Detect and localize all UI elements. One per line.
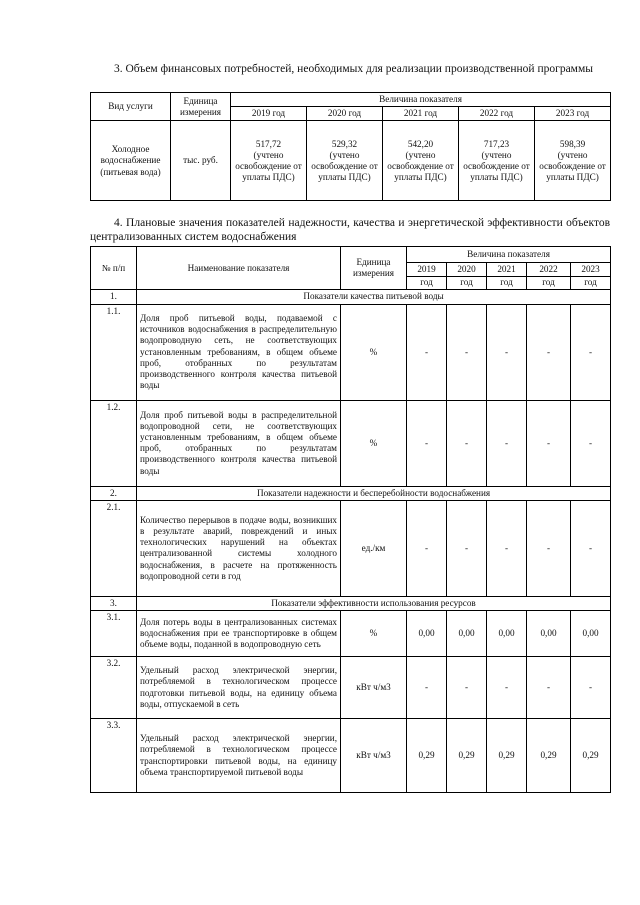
note: (учтено освобождение от уплаты ПДС) (539, 149, 606, 183)
value: 598,39 (559, 138, 586, 149)
indicator-value: - (527, 657, 571, 719)
header-unit: Единица измерения (341, 247, 407, 290)
year: 2021 (497, 264, 516, 274)
indicator-value: - (487, 657, 527, 719)
indicator-value: - (447, 657, 487, 719)
indicator-value: 0,29 (407, 719, 447, 793)
indicator-value: - (407, 500, 447, 596)
note: (учтено освобождение от уплаты ПДС) (463, 149, 530, 183)
indicator-value: 0,29 (527, 719, 571, 793)
value-cell (535, 121, 611, 201)
year: 2022 (539, 264, 558, 274)
section3-title: 3. Объем финансовых потребностей, необходимых для реализации производственной программы (114, 63, 593, 75)
year-header (527, 263, 571, 290)
note: (учтено освобождение от уплаты ПДС) (311, 149, 378, 183)
value: 517,72 (255, 138, 282, 149)
year-header: 2021 год (383, 107, 459, 121)
year-header (487, 263, 527, 290)
indicator-value: - (447, 304, 487, 400)
value-cell (383, 121, 459, 201)
indicator-value: 0,00 (407, 611, 447, 657)
indicator-unit: % (341, 400, 407, 486)
value: 717,23 (483, 138, 510, 149)
note: (учтено освобождение от уплаты ПДС) (387, 149, 454, 183)
indicator-value: - (407, 400, 447, 486)
indicator-unit: кВт ч/м3 (341, 657, 407, 719)
indicator-value: 0,29 (571, 719, 611, 793)
value-cell (307, 121, 383, 201)
header-unit: Единица измерения (171, 93, 231, 121)
value-cell (231, 121, 307, 201)
year-unit: год (447, 276, 486, 288)
header-value: Величина показателя (407, 247, 611, 263)
row-num: 2.1. (91, 500, 137, 596)
value: 542,20 (407, 138, 434, 149)
indicator-value: - (487, 500, 527, 596)
indicator-value: - (527, 400, 571, 486)
year-header: 2020 год (307, 107, 383, 121)
indicator-value: - (571, 500, 611, 596)
row-num: 3.2. (91, 657, 137, 719)
header-num: № п/п (91, 247, 137, 290)
year: 2023 (581, 264, 600, 274)
indicator-unit: % (341, 611, 407, 657)
value-cell (459, 121, 535, 201)
indicator-unit: % (341, 304, 407, 400)
header-service: Вид услуги (91, 93, 171, 121)
indicator-name: Доля проб питьевой воды, подаваемой с источников водоснабжения в распределительную водопроводную сеть, не соответствующих установленным требованиям, в общем объеме проб, отобранных по результатам производственного контроля качества питьевой воды (137, 304, 341, 400)
indicator-value: 0,00 (571, 611, 611, 657)
section4-title: 4. Плановые значения показателей надежности, качества и энергетической эффективности объектов централизованных систем водоснабжения (90, 217, 610, 243)
indicator-value: - (527, 500, 571, 596)
group-title: Показатели эффективности использования ресурсов (137, 596, 611, 610)
row-num: 1.1. (91, 304, 137, 400)
row-num: 3.3. (91, 719, 137, 793)
indicator-value: 0,00 (527, 611, 571, 657)
group-num: 1. (91, 290, 137, 304)
value: 529,32 (331, 138, 358, 149)
indicator-name: Количество перерывов в подаче воды, возникших в результате аварий, повреждений и иных технологических нарушений на объектах централизованной системы холодного водоснабжения, в расчете на протяженность водопроводной сети в год (137, 500, 341, 596)
note: (учтено освобождение от уплаты ПДС) (235, 149, 302, 183)
indicator-value: - (487, 400, 527, 486)
year-unit: год (407, 276, 446, 288)
indicators-table (90, 246, 611, 793)
indicator-unit: кВт ч/м3 (341, 719, 407, 793)
year-header (407, 263, 447, 290)
group-title: Показатели качества питьевой воды (137, 290, 611, 304)
year-header: 2019 год (231, 107, 307, 121)
year-header (447, 263, 487, 290)
year: 2020 (457, 264, 476, 274)
header-name: Наименование показателя (137, 247, 341, 290)
indicator-value: 0,29 (487, 719, 527, 793)
header-value: Величина показателя (231, 93, 611, 107)
indicator-unit: ед./км (341, 500, 407, 596)
year-header: 2023 год (535, 107, 611, 121)
indicator-name: Доля потерь воды в централизованных системах водоснабжения при ее транспортировке в общем объеме воды, поданной в водопроводную сеть (137, 611, 341, 657)
row-num: 3.1. (91, 611, 137, 657)
unit-cell: тыс. руб. (171, 121, 231, 201)
row-num: 1.2. (91, 400, 137, 486)
indicator-value: - (571, 304, 611, 400)
year-unit: год (487, 276, 526, 288)
indicator-name: Удельный расход электрической энергии, потребляемой в технологическом процессе транспортировки питьевой воды, на единицу объема транспортируемой питьевой воды (137, 719, 341, 793)
year-header: 2022 год (459, 107, 535, 121)
indicator-value: - (447, 400, 487, 486)
indicator-value: - (407, 657, 447, 719)
indicator-value: 0,29 (447, 719, 487, 793)
indicator-value: - (487, 304, 527, 400)
financial-table (90, 92, 611, 201)
year-unit: год (527, 276, 570, 288)
year-unit: год (571, 276, 610, 288)
indicator-name: Доля проб питьевой воды в распределительной водопроводной сети, не соответствующих установленным требованиям, в общем объеме проб, отобранных по результатам производственного контроля качества питьевой воды (137, 400, 341, 486)
indicator-value: 0,00 (447, 611, 487, 657)
indicator-value: - (571, 657, 611, 719)
indicator-value: - (527, 304, 571, 400)
indicator-value: 0,00 (487, 611, 527, 657)
group-title: Показатели надежности и бесперебойности водоснабжения (137, 486, 611, 500)
indicator-value: - (407, 304, 447, 400)
service-cell: Холодное водоснабжение (питьевая вода) (91, 121, 171, 201)
year: 2019 (417, 264, 436, 274)
indicator-value: - (571, 400, 611, 486)
indicator-name: Удельный расход электрической энергии, потребляемой в технологическом процессе подготовки питьевой воды, на единицу объема воды, отпускаемой в сеть (137, 657, 341, 719)
group-num: 2. (91, 486, 137, 500)
year-header (571, 263, 611, 290)
group-num: 3. (91, 596, 137, 610)
indicator-value: - (447, 500, 487, 596)
